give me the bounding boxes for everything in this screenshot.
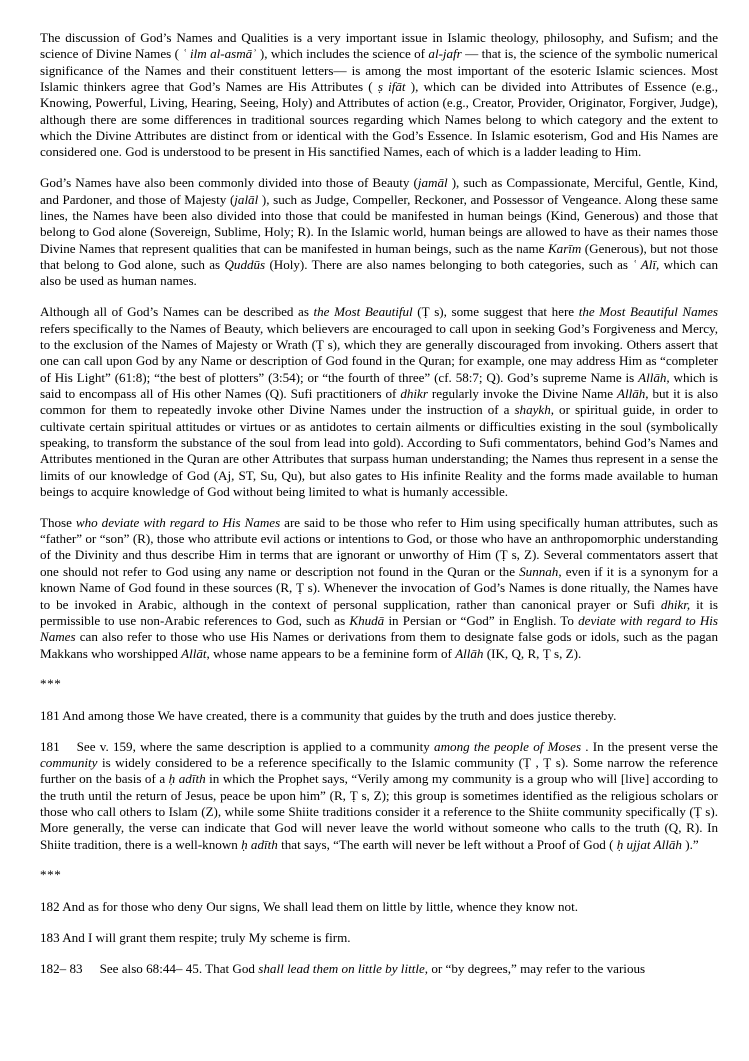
commentary-number-182-83: 182– 83 bbox=[40, 960, 83, 976]
section-separator-2: *** bbox=[40, 867, 62, 883]
paragraph-deviate-regarding-names: Those who deviate with regard to His Names are said to be those who refer to Him using specifically human attributes, such as “father” or “son” (R), those who attribute evil actions or intentions to God, or those who have an anthropomorphic understanding of the Divinity and thus describe Him in terms that are ignorant or unworthy of Him (Ṭ s, Z). Several commentators assert that one should not refer to God using any name or description not found in the Quran or the Sunnah, even if it is a synonym for a known Name of God found in these sources (R, Ṭ s). Whenever the invocation of God’s Names is done ritually, the Names have to be invoked in Arabic, although in the context of personal supplication, rather than canonical prayer or Sufi dhikr, it is permissible to use non-Arabic references to God, such as Khudā in Persian or “God” in English. To deviate with regard to His Names can also refer to those who use His Names or derivations from them to designate false gods or idols, such as the pagan Makkans who worshipped Allāt, whose name appears to be a feminine form of Allāh (IK, Q, R, Ṭ s, Z). bbox=[40, 514, 719, 661]
verse-number-181: 181 bbox=[40, 707, 60, 723]
paragraph-divine-names-science: The discussion of God’s Names and Qualities is a very important issue in Islamic theology, philosophy, and Sufism; and the science of Divine Names ( ʿ ilm al-asmāʾ ), which includes the science of al-jafr — that is, the science of the symbolic numerical significance of the Names and their constituent letters— is among the most important of the esoteric Islamic sciences. Most Islamic thinkers agree that God’s Names are His Attributes ( ṣ ifāt ), which can be divided into Attributes of Essence (e.g., Knowing, Powerful, Living, Hearing, Seeing, Holy) and Attributes of action (e.g., Creator, Provider, Originator, Forgiver, Judge), although there are some differences in traditional sources regarding which Names belong to which category and the extent to which the Divine Attributes are distinct from or identical with the God’s Essence. In Islamic esoterism, God and His Names are considered one. God is understood to be present in His sanctified Names, each of which is a ladder leading to Him. bbox=[40, 30, 718, 160]
verse-text-181: And among those We have created, there is a community that guides by the truth and does justice thereby. bbox=[62, 707, 617, 723]
verse-number-182: 182 bbox=[40, 898, 60, 914]
verse-182 bbox=[40, 899, 718, 915]
paragraph-beauty-majesty-names: God’s Names have also been commonly divided into those of Beauty (jamāl ), such as Compassionate, Merciful, Gentle, Kind, and Pardoner, and those of Majesty (jalāl ), such as Judge, Compeller, Reckoner, and Possessor of Vengeance. Along these same lines, the Names have been also divided into those that could be manifested in human beings (Kind, Generous) and those that belong to God alone (Sovereign, Sublime, Holy; R). In the Islamic world, human beings are allowed to have as their names those Divine Names that represent qualities that can be manifested in human beings, such as the name Karīm (Generous), but not those that belong to God alone, such as Quddūs (Holy). There are also names belonging to both categories, such as ʿ Alī, which can also be used as human names. bbox=[40, 175, 719, 289]
verse-text-183: And I will grant them respite; truly My scheme is firm. bbox=[62, 929, 351, 945]
commentary-number-181: 181 bbox=[40, 738, 60, 754]
paragraph-most-beautiful-names: Although all of God’s Names can be described as the Most Beautiful (Ṭ s), some suggest that here the Most Beautiful Names refers specifically to the Names of Beauty, which believers are encouraged to call upon in seeking God’s Forgiveness and Mercy, to the exclusion of the Names of Majesty or Wrath (Ṭ s), which they are generally discouraged from invoking. Others assert that one can call upon God by any Name or description of God found in the Quran; for example, one may address Him as “completer of His Light” (61:8); “the best of plotters” (3:54); or “the fourth of three” (cf. 58:7; Q). God’s supreme Name is Allāh, which is said to encompass all of His other Names (Q). Sufi practitioners of dhikr regularly invoke the Divine Name Allāh, but it is also common for them to repeatedly invoke other Divine Names under the instruction of a shaykh, or spiritual guide, in order to cultivate certain spiritual attitudes or virtues or as antidotes to certain ailments or difficulties existing in the soul (symbolically speaking, to transform the substance of the soul from lead into gold). According to Sufi commentators, behind God’s Names and Attributes mentioned in the Quran are other Attributes that surpass human understanding; the Names thus represent in a sense the limits of our knowledge of God (Aj, ST, Su, Qu), but also gates to His infinite Reality and the forms made available to human beings to acquire knowledge of God without being limited to what is humanly accessible. bbox=[40, 304, 719, 499]
verse-181 bbox=[40, 708, 718, 724]
document-text-column bbox=[40, 30, 718, 977]
verse-text-182: And as for those who deny Our signs, We shall lead them on little by little, whence they know not. bbox=[62, 898, 579, 914]
section-separator-1: *** bbox=[40, 676, 62, 692]
verse-183 bbox=[40, 930, 718, 946]
verse-number-183: 183 bbox=[40, 929, 60, 945]
commentary-181: 181 See v. 159, where the same description is applied to a community among the people of Moses . In the present verse the community is widely considered to be a reference specifically to the Islamic community (Ṭ , Ṭ s). Some narrow the reference further on the basis of a ḥ adīth in which the Prophet says, “Verily among my community is a group who will [live] according to the truth until the return of Jesus, peace be upon him” (R, Ṭ s, Z); this group is sometimes identified as the religious scholars or those who call others to Islam (Z), while some Shiite traditions consider it a reference to the Shiite community specifically (Ṭ s). More generally, the verse can indicate that God will never leave the world without someone who calls to the truth (Q, R). In Shiite tradition, there is a well-known ḥ adīth that says, “The earth will never be left without a Proof of God ( ḥ ujjat Allāh ).” bbox=[40, 738, 718, 852]
commentary-182-83: 182– 83 See also 68:44– 45. That God shall lead them on little by little, or “by degrees,” may refer to the various bbox=[40, 960, 646, 976]
